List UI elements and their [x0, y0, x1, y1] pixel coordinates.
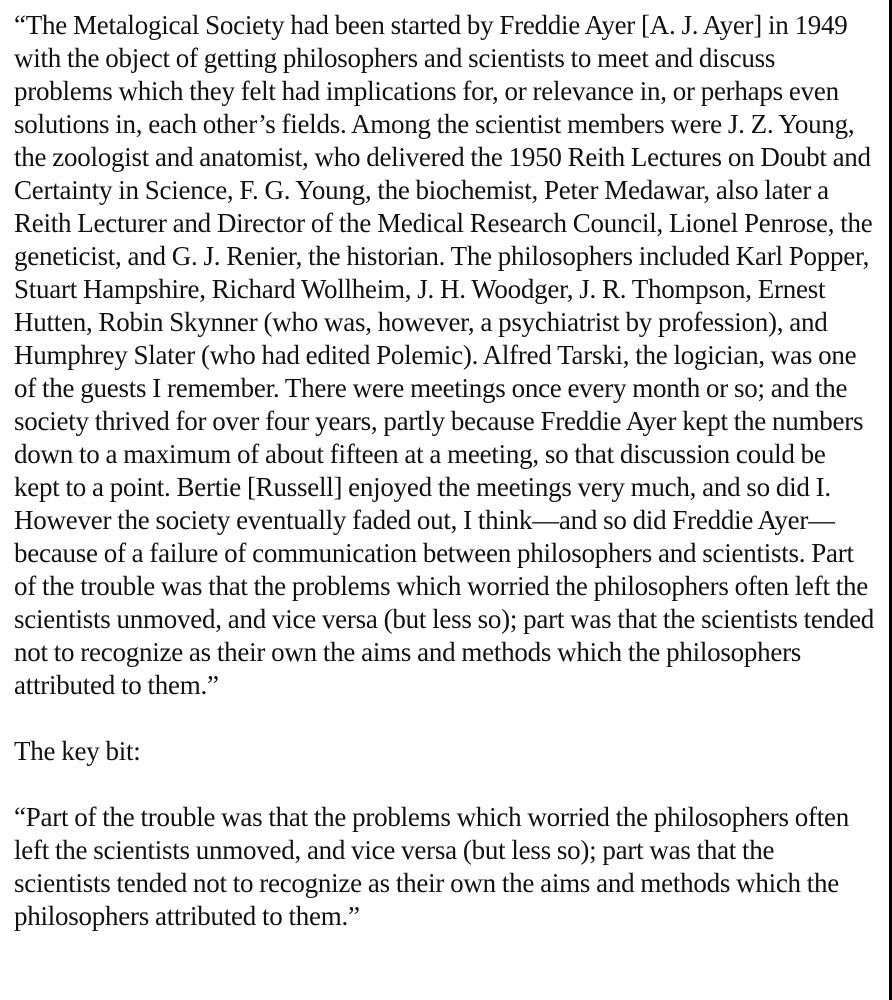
document-body [14, 9, 876, 933]
key-quote-paragraph: “Part of the trouble was that the problems which worried the philosophers often left the scientists unmoved, and vice versa (but less so); part was that the scientists tended not to recognize as their own the aims and methods which the philosophers attributed to them.” [14, 802, 850, 931]
key-bit-label: The key bit: [14, 736, 141, 766]
quote-paragraph: “The Metalogical Society had been started by Freddie Ayer [A. J. Ayer] in 1949 with the object of getting philosophers and scientists to meet and discuss problems which they felt had implications for, or relevance in, or perhaps even solutions in, each other’s fields. Among the scientist members were J. Z. Young, the zoologist and anatomist, who delivered the 1950 Reith Lectures on Doubt and Certainty in Science, F. G. Young, the biochemist, Peter Medawar, also later a Reith Lecturer and Director of the Medical Research Council, Lionel Penrose, the geneticist, and G. J. Renier, the historian. The philosophers included Karl Popper, Stuart Hampshire, Richard Wollheim, J. H. Woodger, J. R. Thompson, Ernest Hutten, Robin Skynner (who was, however, a psychiatrist by profession), and Humphrey Slater (who had edited Polemic). Alfred Tarski, the logician, was one of the guests I remember. There were meetings once every month or so; and the society thrived for over four years, partly because Freddie Ayer kept the numbers down to a maximum of about fifteen at a meeting, so that discussion could be kept to a point. Bertie [Russell] enjoyed the meetings very much, and so did I. However the society eventually faded out, I think—and so did Freddie Ayer—because of a failure of communication between philosophers and scientists. Part of the trouble was that the problems which worried the philosophers often left the scientists unmoved, and vice versa (but less so); part was that the scientists tended not to recognize as their own the aims and methods which the philosophers attributed to them.” [14, 10, 875, 700]
